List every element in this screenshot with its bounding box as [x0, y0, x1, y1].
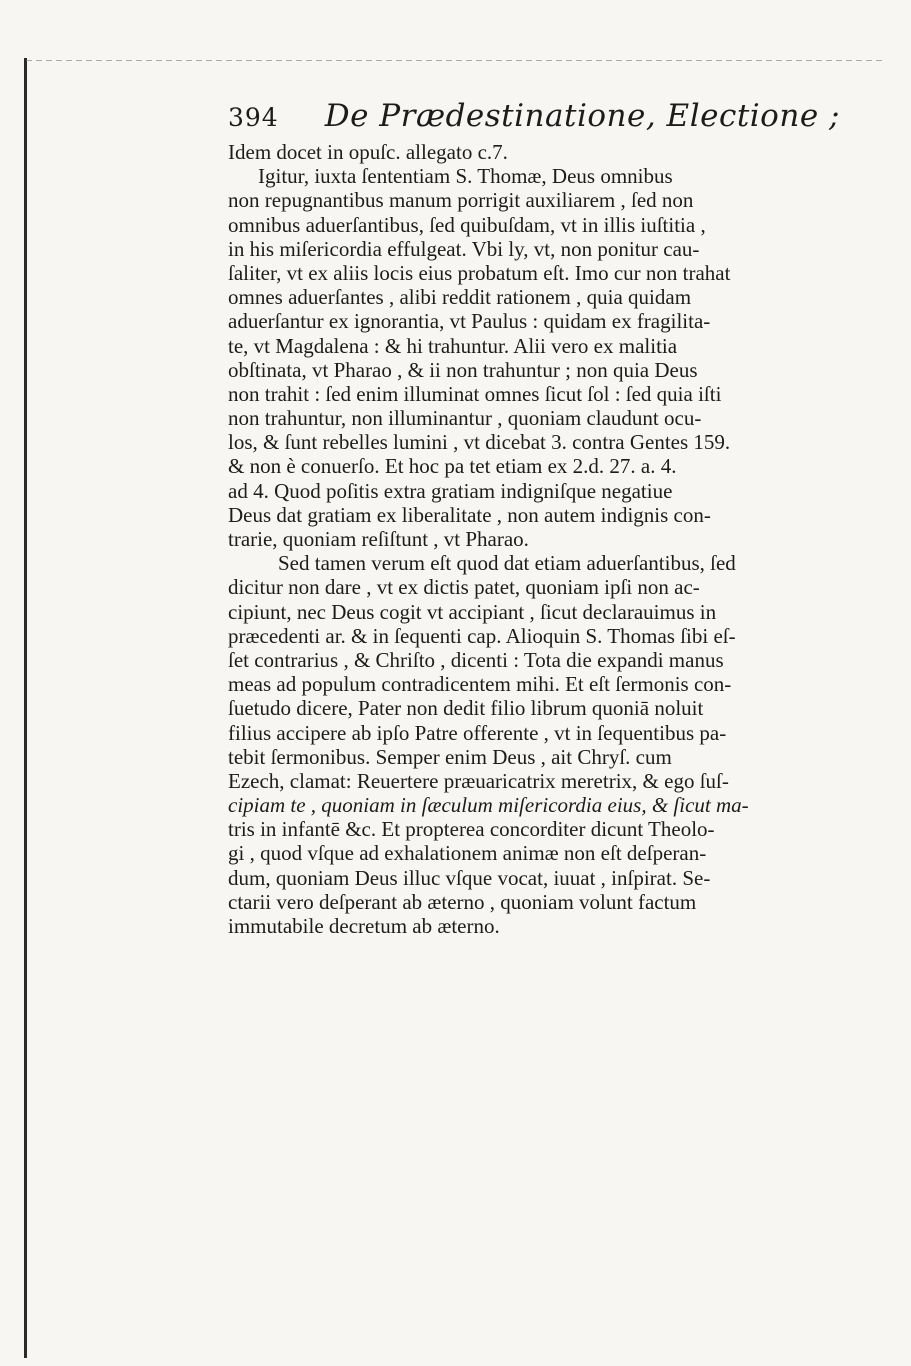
text-line: præcedenti ar. & in ſequenti cap. Alioquin S. Thomas ſibi eſ-: [228, 623, 736, 648]
text-line: trarie, quoniam reſiſtunt , vt Pharao.: [228, 527, 529, 551]
text-line: los, & ſunt rebelles lumini , vt dicebat 3. contra Gentes 159.: [228, 430, 731, 455]
text-line: obſtinata, vt Pharao , & ii non trahuntur ; non quia Deus: [228, 357, 698, 382]
text-line: omnibus aduerſantibus, ſed quibuſdam, vt in illis iuſtitia ,: [228, 212, 706, 237]
text-line: non trahit : ſed enim illuminat omnes ſicut ſol : ſed quia iſti: [228, 381, 722, 406]
text-line: ctarii vero deſperant ab æterno , quoniam volunt factum: [228, 889, 697, 914]
text-line: in his miſericordia effulgeat. Vbi ly, vt, non ponitur cau-: [228, 236, 700, 261]
text-line: ſet contrarius , & Chriſto , dicenti : Tota die expandi manus: [228, 647, 724, 672]
body-text: [228, 140, 864, 938]
text-line: aduerſantur ex ignorantia, vt Paulus : quidam ex fragilita-: [228, 309, 711, 334]
page-number: 394: [228, 103, 279, 132]
text-line: immutabile decretum ab æterno.: [228, 914, 500, 938]
text-line: filius accipere ab ipſo Patre offerente , vt in ſequentibus pa-: [228, 720, 727, 745]
text-line: Idem docet in opuſc. allegato c.7.: [228, 140, 508, 164]
text-line: Igitur, iuxta ſententiam S. Thomæ, Deus omnibus: [258, 164, 673, 189]
text-line: Deus dat gratiam ex liberalitate , non autem indignis con-: [228, 502, 711, 527]
text-line: omnes aduerſantes , alibi reddit rationem , quia quidam: [228, 285, 692, 310]
text-line: cipiam te , quoniam in ſæculum miſericordia eius, & ſicut ma-: [228, 793, 749, 818]
text-line: non trahuntur, non illuminantur , quoniam claudunt ocu-: [228, 406, 702, 431]
running-head: De Prædestinatione, Electione ;: [324, 98, 840, 134]
text-line: ad 4. Quod poſitis extra gratiam indigniſque negatiue: [228, 478, 673, 503]
text-line: Ezech, clamat: Reuertere præuaricatrix meretrix, & ego ſuſ-: [228, 768, 729, 793]
text-line: ſuetudo dicere, Pater non dedit filio librum quoniā noluit: [228, 696, 704, 721]
text-line: meas ad populum contradicentem mihi. Et eſt ſermonis con-: [228, 672, 732, 697]
page-edge-rule: [24, 58, 27, 1358]
page-header: [228, 98, 848, 142]
text-line: gi , quod vſque ad exhalationem animæ non eſt deſperan-: [228, 841, 707, 866]
text-line: ſaliter, vt ex aliis locis eius probatum eſt. Imo cur non trahat: [228, 260, 731, 285]
text-line: dum, quoniam Deus illuc vſque vocat, iuuat , inſpirat. Se-: [228, 865, 711, 890]
text-line: cipiunt, nec Deus cogit vt accipiant , ſicut declarauimus in: [228, 599, 717, 624]
text-line: Sed tamen verum eſt quod dat etiam aduerſantibus, ſed: [278, 551, 736, 576]
text-line: dicitur non dare , vt ex dictis patet, quoniam ipſi non ac-: [228, 575, 700, 600]
text-line: non repugnantibus manum porrigit auxiliarem , ſed non: [228, 188, 694, 213]
text-line: te, vt Magdalena : & hi trahuntur. Alii vero ex malitia: [228, 333, 678, 358]
text-line: & non è conuerſo. Et hoc pa tet etiam ex 2.d. 27. a. 4.: [228, 454, 677, 479]
text-line: tris in infantē &c. Et propterea concorditer dicunt Theolo-: [228, 817, 715, 842]
text-line: tebit ſermonibus. Semper enim Deus , ait Chryſ. cum: [228, 744, 672, 769]
top-border-rule: [26, 60, 886, 61]
